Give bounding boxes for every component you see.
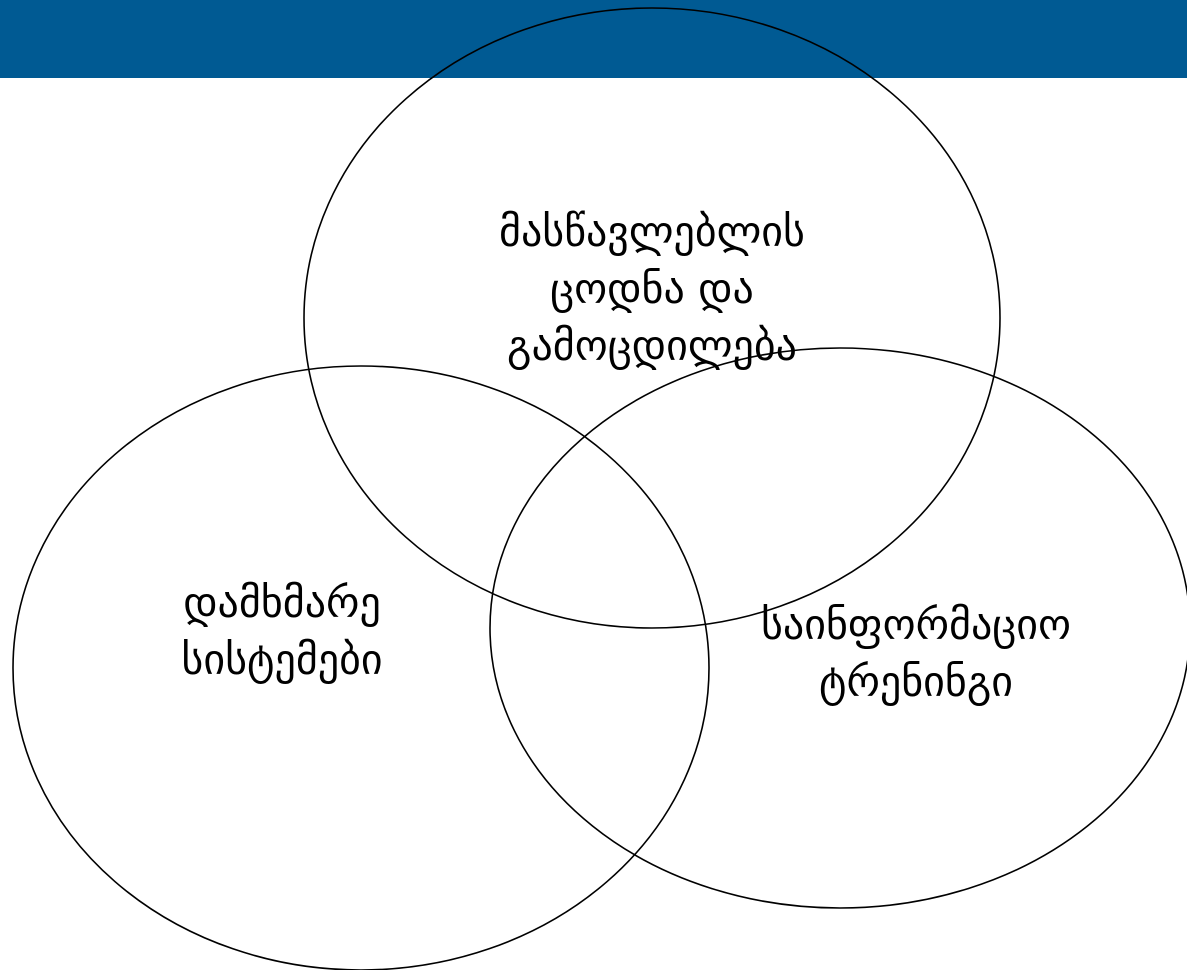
label-information-training [761,596,1071,710]
label-teacher-knowledge [499,203,805,374]
label-line: ტრენინგი [818,657,1014,706]
label-line: გამოცდილება [507,321,797,370]
label-line: ცოდნა და [550,264,754,313]
label-line: მასწავლებლის [499,207,805,256]
label-line: სისტემები [181,635,383,684]
label-support-systems [181,574,382,688]
label-line: დამხმარე [183,578,381,627]
label-line: საინფორმაციო [760,600,1072,649]
